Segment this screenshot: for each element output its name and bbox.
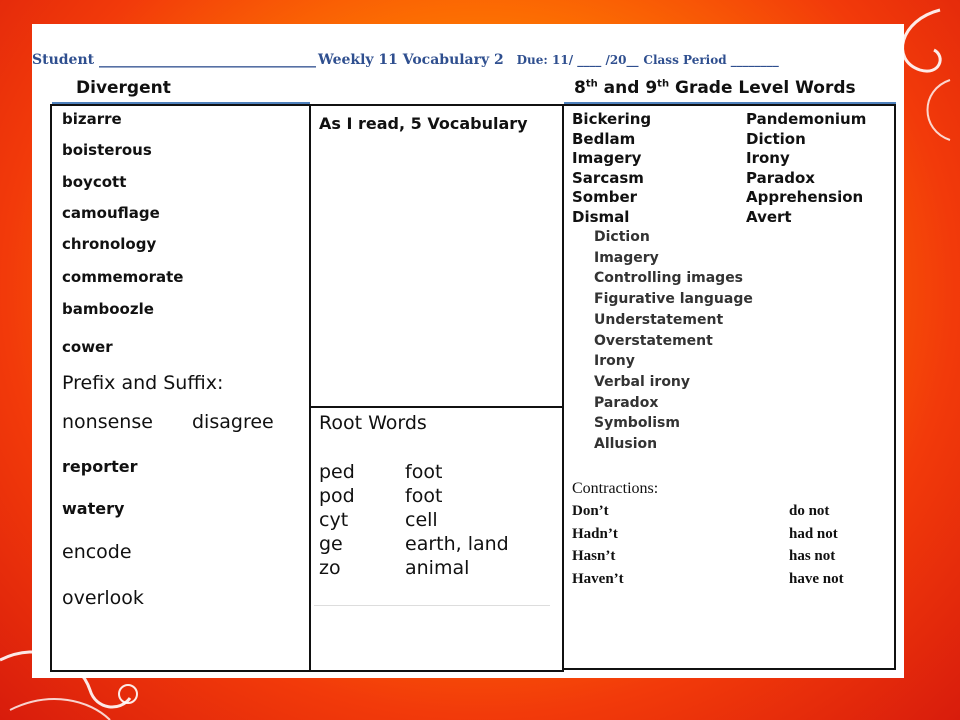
student-label: Student _______________________________ [32, 52, 316, 68]
literary-term: Figurative language [594, 291, 753, 308]
contraction-short: Don’t [572, 503, 609, 519]
root-word: pod [319, 485, 355, 507]
root-meaning: cell [405, 509, 438, 531]
grade-word: Irony [746, 149, 790, 167]
divergent-word: commemorate [62, 268, 184, 286]
grade-word: Avert [746, 207, 792, 226]
due-label: Due: 11/ ____ /20__ [516, 53, 639, 67]
contraction-short: Haven’t [572, 570, 624, 587]
grade-word: Sarcasm [572, 168, 644, 187]
as-i-read-title: As I read, 5 Vocabulary [319, 114, 528, 133]
divergent-title: Divergent [76, 78, 171, 98]
prefix-word: encode [62, 541, 132, 563]
literary-term: Verbal irony [594, 373, 691, 390]
root-word: zo [319, 557, 341, 579]
root-meaning: foot [405, 485, 443, 507]
literary-term: Symbolism [594, 415, 680, 432]
as-i-read-box [309, 104, 564, 408]
divergent-word: camouflage [62, 204, 160, 222]
grade-word: Apprehension [746, 188, 864, 206]
root-words-divider [314, 605, 550, 606]
root-word: ge [319, 533, 343, 555]
root-meaning: earth, land [405, 533, 509, 555]
weekly-label: Weekly 11 Vocabulary 2 [317, 52, 504, 68]
grade-word: Dismal [572, 207, 630, 226]
grade-word: Imagery [572, 149, 642, 167]
contraction-long: has not [789, 548, 836, 564]
prefix-word: overlook [62, 587, 144, 609]
divergent-word: bamboozle [62, 300, 154, 318]
grade-word: Pandemonium [746, 110, 867, 128]
literary-term: Diction [594, 229, 650, 245]
divergent-word: cower [62, 338, 113, 356]
literary-term: Allusion [594, 436, 658, 452]
literary-term: Paradox [594, 394, 659, 411]
grade-word: Bickering [572, 110, 652, 128]
grade-word: Diction [746, 129, 806, 148]
literary-term: Understatement [594, 311, 724, 328]
contraction-long: had not [789, 525, 838, 542]
contraction-long: do not [789, 503, 830, 519]
literary-term: Controlling images [594, 270, 744, 287]
root-word: ped [319, 461, 355, 483]
literary-term: Imagery [594, 249, 659, 266]
grade-word: Somber [572, 188, 638, 206]
divergent-word: chronology [62, 235, 157, 253]
contraction-short: Hasn’t [572, 548, 616, 564]
contraction-long: have not [789, 570, 844, 587]
worksheet-slide [32, 24, 904, 678]
root-meaning: animal [405, 557, 470, 579]
prefix-suffix-title: Prefix and Suffix: [62, 372, 224, 394]
root-words-title: Root Words [319, 412, 427, 434]
contractions-title: Contractions: [572, 480, 659, 497]
prefix-word: disagree [192, 411, 274, 433]
grade-word: Paradox [746, 168, 815, 187]
divergent-word: boycott [62, 173, 127, 191]
root-meaning: foot [405, 461, 443, 483]
prefix-word: reporter [62, 457, 138, 476]
prefix-word: watery [62, 499, 125, 518]
literary-term: Overstatement [594, 332, 713, 349]
divergent-word: boisterous [62, 141, 152, 159]
worksheet-header [32, 52, 904, 74]
grade-word: Bedlam [572, 129, 636, 148]
contraction-short: Hadn’t [572, 525, 618, 542]
divergent-word: bizarre [62, 110, 122, 128]
prefix-word: nonsense [62, 411, 153, 433]
root-word: cyt [319, 509, 349, 531]
grade-level-title: 8th and 9th Grade Level Words [574, 78, 856, 98]
literary-term: Irony [594, 353, 635, 370]
class-period-label: Class Period ________ [643, 53, 779, 67]
